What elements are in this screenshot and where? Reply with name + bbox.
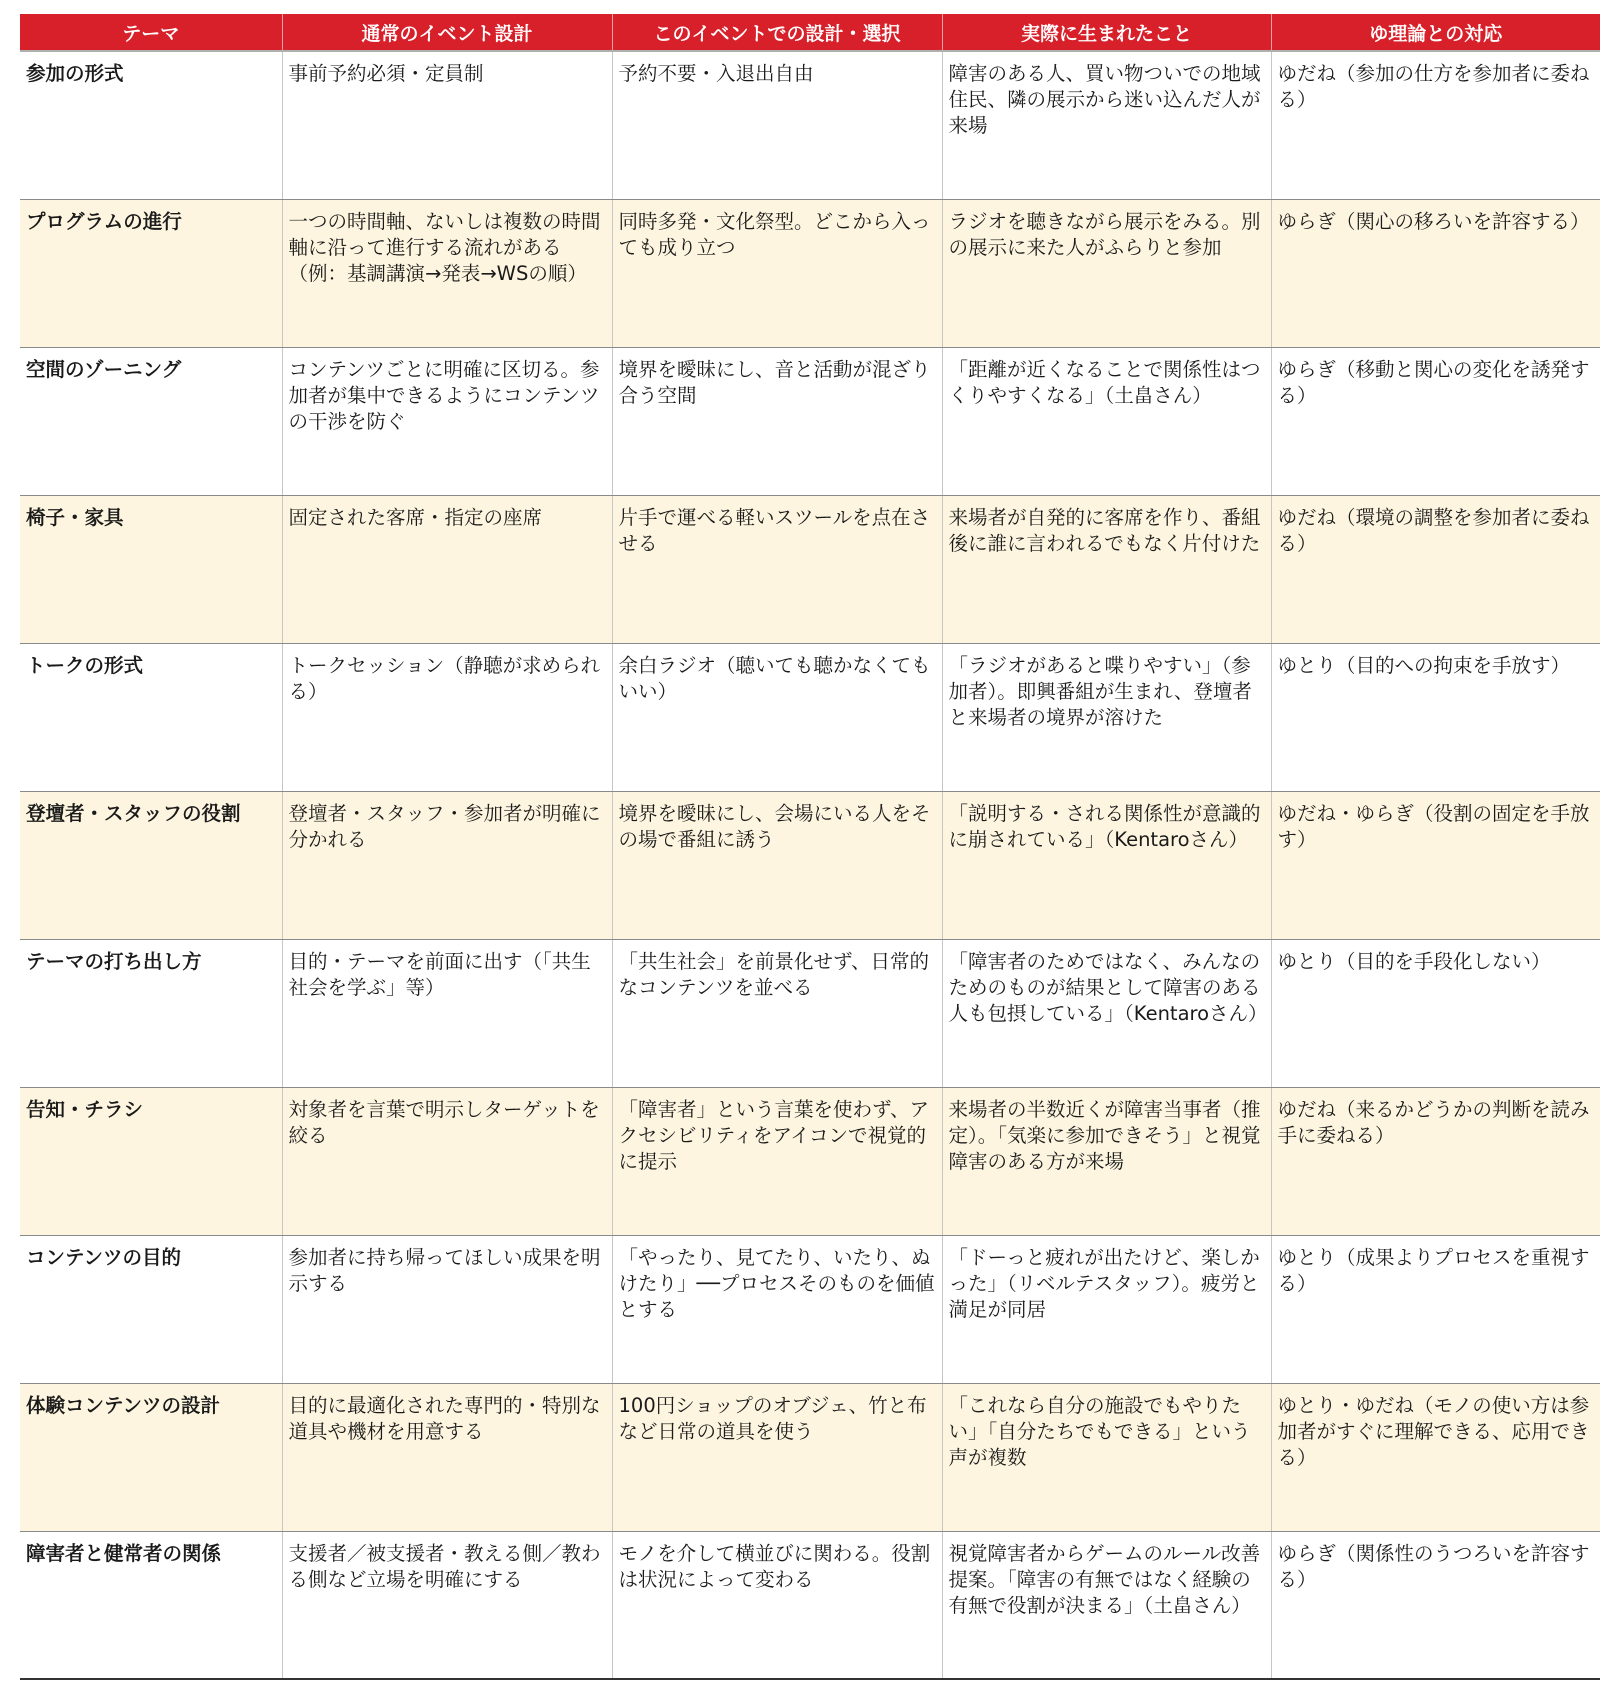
cell-usual-design: トークセッション（静聴が求められる） bbox=[282, 643, 612, 791]
cell-actual-outcome: 「ラジオがあると喋りやすい」（参加者）。即興番組が生まれ、登壇者と来場者の境界が溶けた bbox=[942, 643, 1271, 791]
header-actual-outcome: 実際に生まれたこと bbox=[942, 14, 1271, 51]
table-row bbox=[20, 1087, 1600, 1235]
cell-theme: 登壇者・スタッフの役割 bbox=[20, 791, 282, 939]
cell-usual-design: 登壇者・スタッフ・参加者が明確に分かれる bbox=[282, 791, 612, 939]
cell-theme: トークの形式 bbox=[20, 643, 282, 791]
cell-theme: 椅子・家具 bbox=[20, 495, 282, 643]
table-row bbox=[20, 939, 1600, 1087]
cell-yu-theory: ゆだね（参加の仕方を参加者に委ねる） bbox=[1271, 51, 1600, 199]
cell-usual-design: 支援者／被支援者・教える側／教わる側など立場を明確にする bbox=[282, 1531, 612, 1679]
table-row bbox=[20, 1235, 1600, 1383]
cell-yu-theory: ゆとり（成果よりプロセスを重視する） bbox=[1271, 1235, 1600, 1383]
table-row bbox=[20, 643, 1600, 791]
cell-this-event-design: 「障害者」という言葉を使わず、アクセシビリティをアイコンで視覚的に提示 bbox=[612, 1087, 942, 1235]
cell-theme: コンテンツの目的 bbox=[20, 1235, 282, 1383]
cell-this-event-design: 境界を曖昧にし、会場にいる人をその場で番組に誘う bbox=[612, 791, 942, 939]
table-row bbox=[20, 1531, 1600, 1679]
cell-this-event-design: 「やったり、見てたり、いたり、ぬけたり」──プロセスそのものを価値とする bbox=[612, 1235, 942, 1383]
cell-actual-outcome: 来場者が自発的に客席を作り、番組後に誰に言われるでもなく片付けた bbox=[942, 495, 1271, 643]
cell-actual-outcome: ラジオを聴きながら展示をみる。別の展示に来た人がふらりと参加 bbox=[942, 199, 1271, 347]
cell-actual-outcome: 「ドーっと疲れが出たけど、楽しかった」（リベルテスタッフ）。疲労と満足が同居 bbox=[942, 1235, 1271, 1383]
cell-usual-design: 事前予約必須・定員制 bbox=[282, 51, 612, 199]
cell-yu-theory: ゆとり（目的への拘束を手放す） bbox=[1271, 643, 1600, 791]
cell-usual-design: 目的・テーマを前面に出す（「共生社会を学ぶ」等） bbox=[282, 939, 612, 1087]
cell-yu-theory: ゆらぎ（関心の移ろいを許容する） bbox=[1271, 199, 1600, 347]
cell-actual-outcome: 来場者の半数近くが障害当事者（推定）。「気楽に参加できそう」と視覚障害のある方が来場 bbox=[942, 1087, 1271, 1235]
comparison-table-container bbox=[20, 14, 1600, 1680]
cell-this-event-design: 余白ラジオ（聴いても聴かなくてもいい） bbox=[612, 643, 942, 791]
cell-yu-theory: ゆとり（目的を手段化しない） bbox=[1271, 939, 1600, 1087]
header-usual-design: 通常のイベント設計 bbox=[282, 14, 612, 51]
header-theme: テーマ bbox=[20, 14, 282, 51]
cell-actual-outcome: 「説明する・される関係性が意識的に崩されている」（Kentaroさん） bbox=[942, 791, 1271, 939]
cell-theme: 空間のゾーニング bbox=[20, 347, 282, 495]
cell-yu-theory: ゆだね・ゆらぎ（役割の固定を手放す） bbox=[1271, 791, 1600, 939]
header-yu-theory: ゆ理論との対応 bbox=[1271, 14, 1600, 51]
cell-theme: プログラムの進行 bbox=[20, 199, 282, 347]
cell-theme: 告知・チラシ bbox=[20, 1087, 282, 1235]
table-row bbox=[20, 51, 1600, 199]
cell-theme: テーマの打ち出し方 bbox=[20, 939, 282, 1087]
table-row bbox=[20, 495, 1600, 643]
table-row bbox=[20, 347, 1600, 495]
cell-usual-design: 固定された客席・指定の座席 bbox=[282, 495, 612, 643]
table-header bbox=[20, 14, 1600, 51]
cell-this-event-design: 境界を曖昧にし、音と活動が混ざり合う空間 bbox=[612, 347, 942, 495]
table-row bbox=[20, 791, 1600, 939]
cell-yu-theory: ゆとり・ゆだね（モノの使い方は参加者がすぐに理解できる、応用できる） bbox=[1271, 1383, 1600, 1531]
cell-actual-outcome: 「障害者のためではなく、みんなのためのものが結果として障害のある人も包摂している」（Kentaroさん） bbox=[942, 939, 1271, 1087]
cell-usual-design: 参加者に持ち帰ってほしい成果を明示する bbox=[282, 1235, 612, 1383]
cell-this-event-design: 100円ショップのオブジェ、竹と布など日常の道具を使う bbox=[612, 1383, 942, 1531]
comparison-table bbox=[20, 14, 1600, 1680]
cell-usual-design: 対象者を言葉で明示しターゲットを絞る bbox=[282, 1087, 612, 1235]
header-this-event-design: このイベントでの設計・選択 bbox=[612, 14, 942, 51]
cell-this-event-design: モノを介して横並びに関わる。役割は状況によって変わる bbox=[612, 1531, 942, 1679]
cell-yu-theory: ゆだね（環境の調整を参加者に委ねる） bbox=[1271, 495, 1600, 643]
cell-this-event-design: 同時多発・文化祭型。どこから入っても成り立つ bbox=[612, 199, 942, 347]
table-row bbox=[20, 1383, 1600, 1531]
cell-actual-outcome: 「これなら自分の施設でもやりたい」「自分たちでもできる」という声が複数 bbox=[942, 1383, 1271, 1531]
cell-actual-outcome: 「距離が近くなることで関係性はつくりやすくなる」（土畠さん） bbox=[942, 347, 1271, 495]
header-row bbox=[20, 14, 1600, 51]
cell-usual-design: 一つの時間軸、ないしは複数の時間軸に沿って進行する流れがある（例：基調講演→発表→WSの順） bbox=[282, 199, 612, 347]
cell-theme: 参加の形式 bbox=[20, 51, 282, 199]
cell-yu-theory: ゆだね（来るかどうかの判断を読み手に委ねる） bbox=[1271, 1087, 1600, 1235]
cell-this-event-design: 片手で運べる軽いスツールを点在させる bbox=[612, 495, 942, 643]
cell-actual-outcome: 視覚障害者からゲームのルール改善提案。「障害の有無ではなく経験の有無で役割が決まる」（土畠さん） bbox=[942, 1531, 1271, 1679]
cell-theme: 体験コンテンツの設計 bbox=[20, 1383, 282, 1531]
table-body bbox=[20, 51, 1600, 1679]
cell-this-event-design: 予約不要・入退出自由 bbox=[612, 51, 942, 199]
cell-this-event-design: 「共生社会」を前景化せず、日常的なコンテンツを並べる bbox=[612, 939, 942, 1087]
cell-yu-theory: ゆらぎ（移動と関心の変化を誘発する） bbox=[1271, 347, 1600, 495]
cell-usual-design: 目的に最適化された専門的・特別な道具や機材を用意する bbox=[282, 1383, 612, 1531]
cell-theme: 障害者と健常者の関係 bbox=[20, 1531, 282, 1679]
cell-yu-theory: ゆらぎ（関係性のうつろいを許容する） bbox=[1271, 1531, 1600, 1679]
table-row bbox=[20, 199, 1600, 347]
cell-usual-design: コンテンツごとに明確に区切る。参加者が集中できるようにコンテンツの干渉を防ぐ bbox=[282, 347, 612, 495]
cell-actual-outcome: 障害のある人、買い物ついでの地域住民、隣の展示から迷い込んだ人が来場 bbox=[942, 51, 1271, 199]
